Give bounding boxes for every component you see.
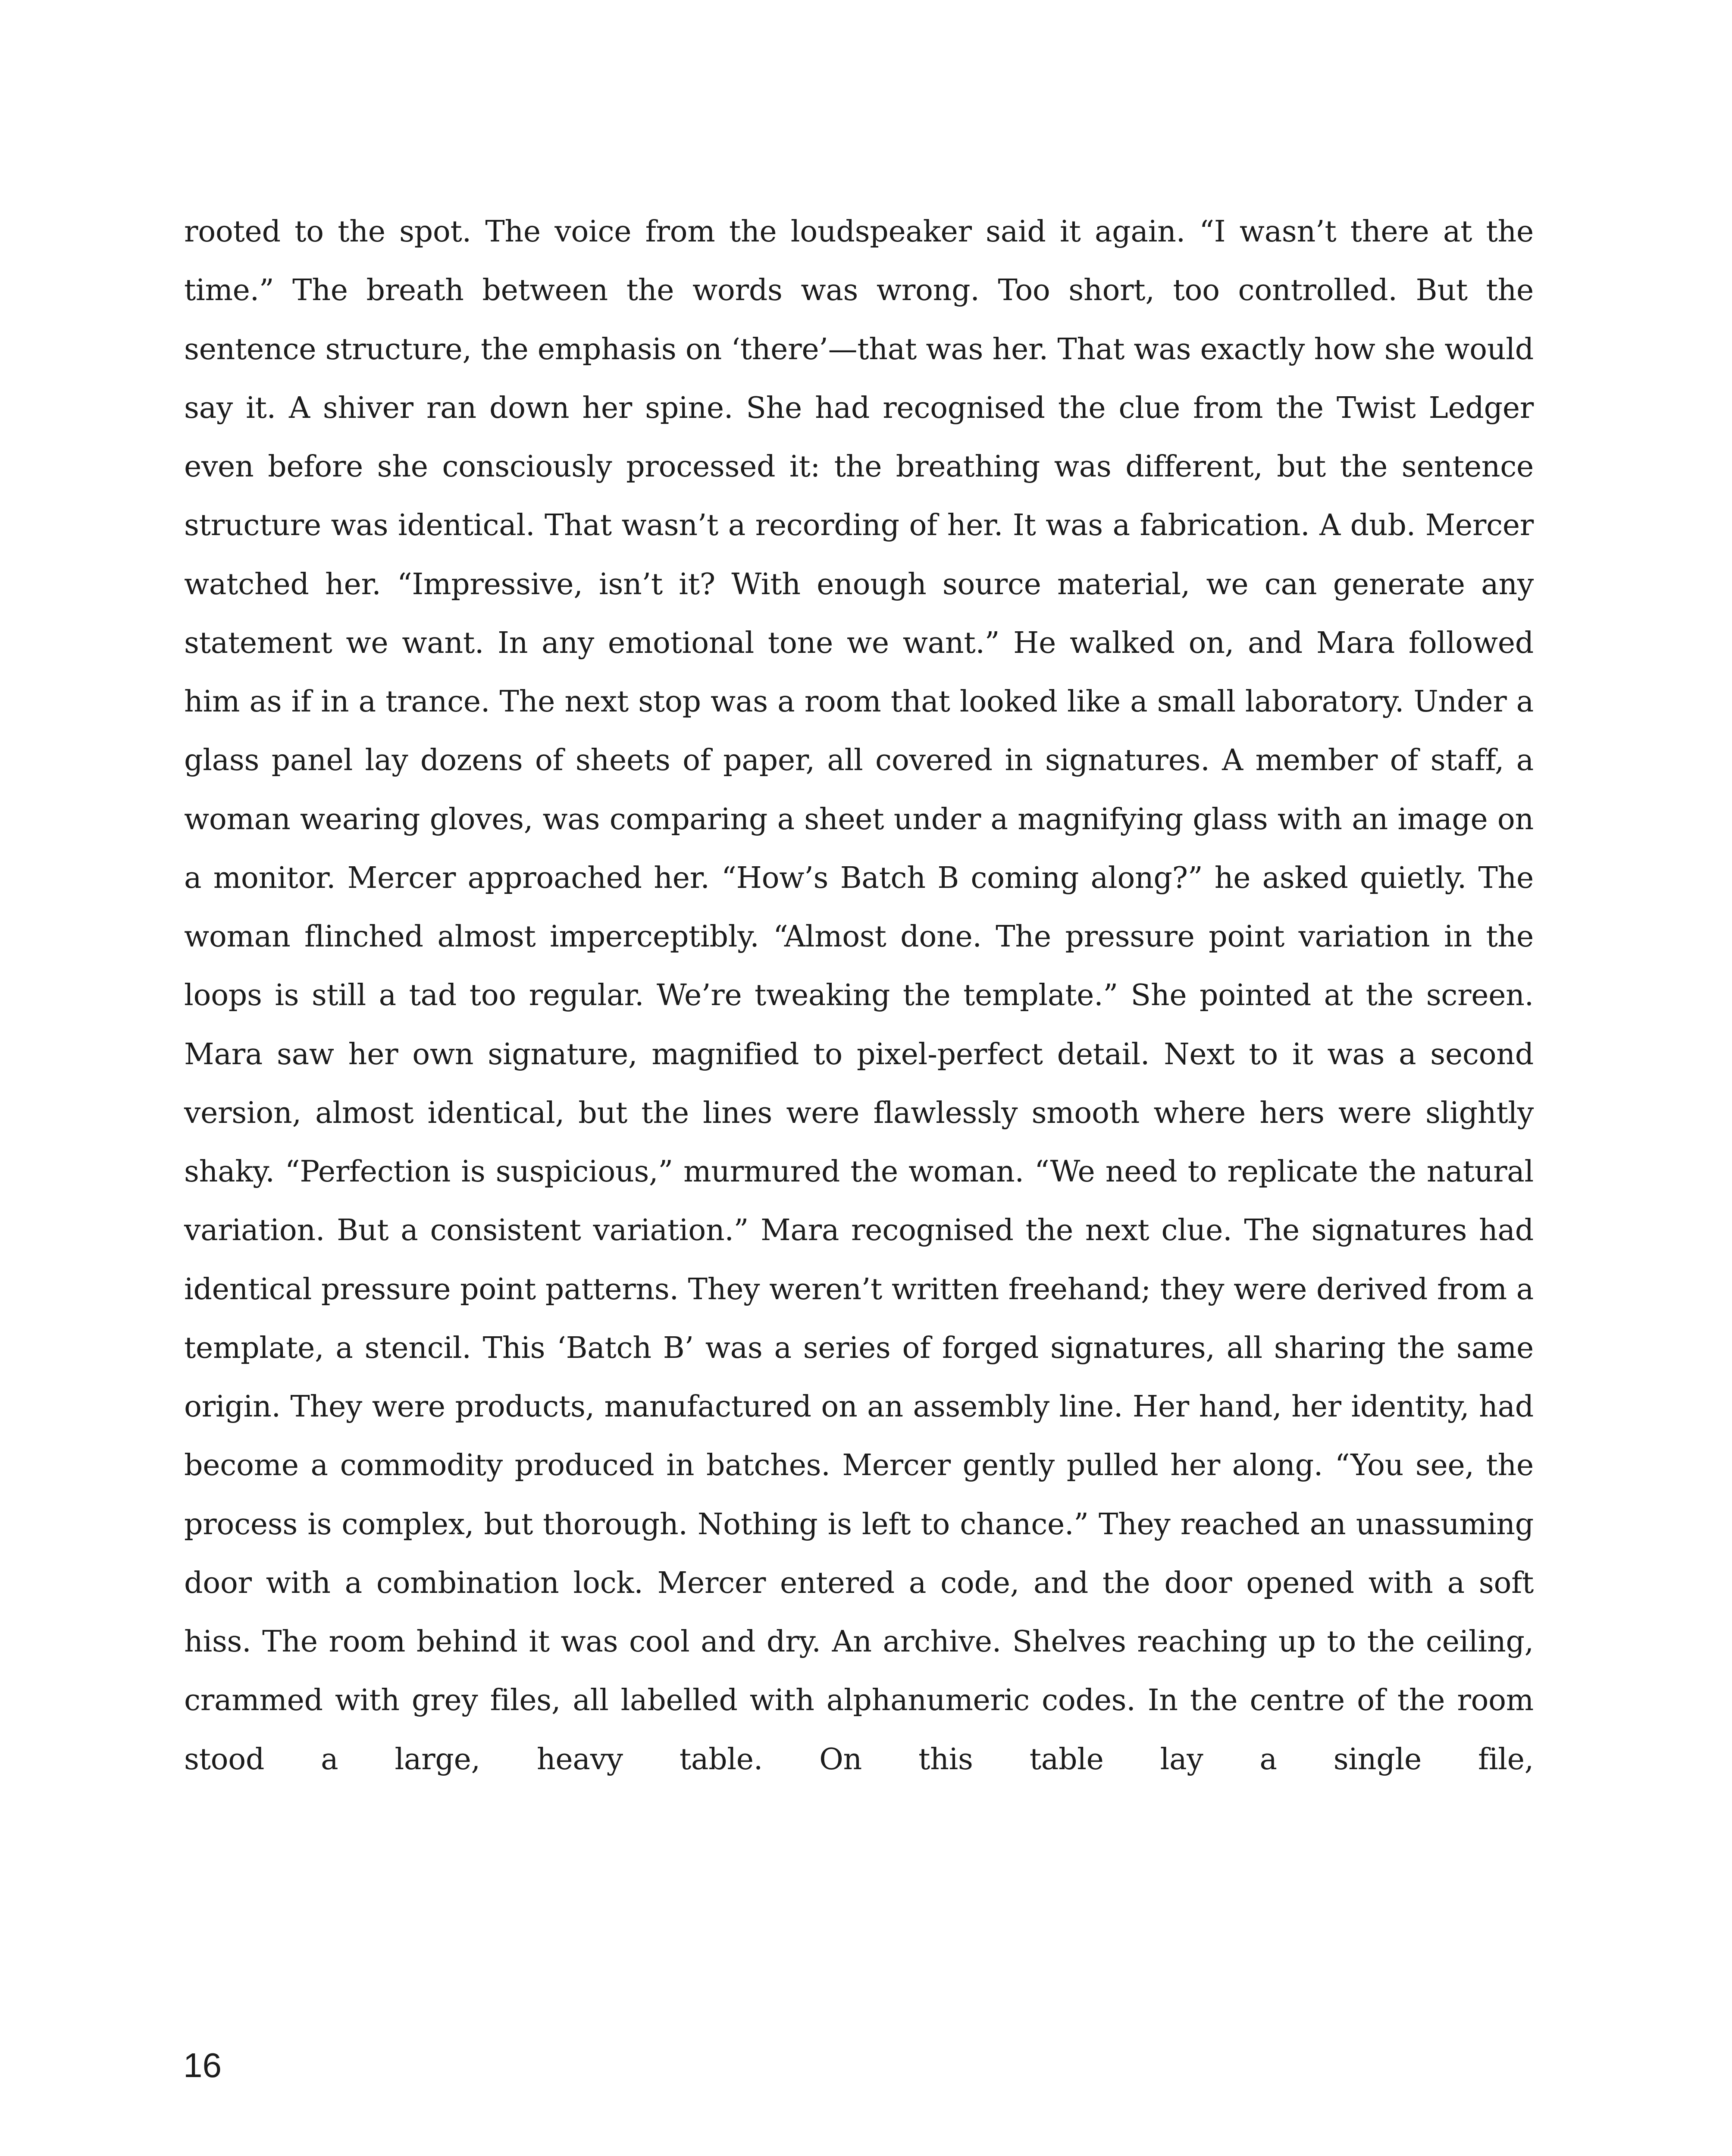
body-paragraph: rooted to the spot. The voice from the loudspeaker said it again. “I wasn’t there at the time.” The breath between the words was wrong. Too short, too controlled. But the sentence structure, the emphasis on ‘there’—that was her. That was exactly how she would say it. A shiver ran down her spine. She had recognised the clue from the Twist Ledger even before she consciously processed it: the breathing was different, but the sentence structure was identical. That wasn’t a recording of her. It was a fabrication. A dub. Mercer watched her. “Impressive, isn’t it? With enough source material, we can generate any statement we want. In any emotional tone we want.” He walked on, and Mara followed him as if in a trance. The next stop was a room that looked like a small laboratory. Under a glass panel lay dozens of sheets of paper, all covered in signatures. A member of staff, a woman wearing gloves, was comparing a sheet under a magnifying glass with an image on a monitor. Mercer approached her. “How’s Batch B coming along?” he asked quietly. The woman flinched almost imperceptibly. “Almost done. The pressure point variation in the loops is still a tad too regular. We’re tweaking the template.” She pointed at the screen. Mara saw her own signature, magnified to pixel-perfect detail. Next to it was a second version, almost identical, but the lines were flawlessly smooth where hers were slightly shaky. “Perfection is suspicious,” murmured the woman. “We need to replicate the natural variation. But a consistent variation.” Mara recognised the next clue. The signatures had identical pressure point patterns. They weren’t written freehand; they were derived from a template, a stencil. This ‘Batch B’ was a series of forged signatures, all sharing the same origin. They were products, manufactured on an assembly line. Her hand, her identity, had become a commodity produced in batches. Mercer gently pulled her along. “You see, the process is complex, but thorough. Nothing is left to chance.” They reached an unassuming door with a combination lock. Mercer entered a code, and the door opened with a soft hiss. The room behind it was cool and dry. An archive. Shelves reaching up to the ceiling, crammed with grey files, all labelled with alphanumeric codes. In the centre of the room stood a large, heavy table. On this table lay a single file, (184, 215, 1534, 1777)
page-number: 16 (183, 2046, 222, 2084)
